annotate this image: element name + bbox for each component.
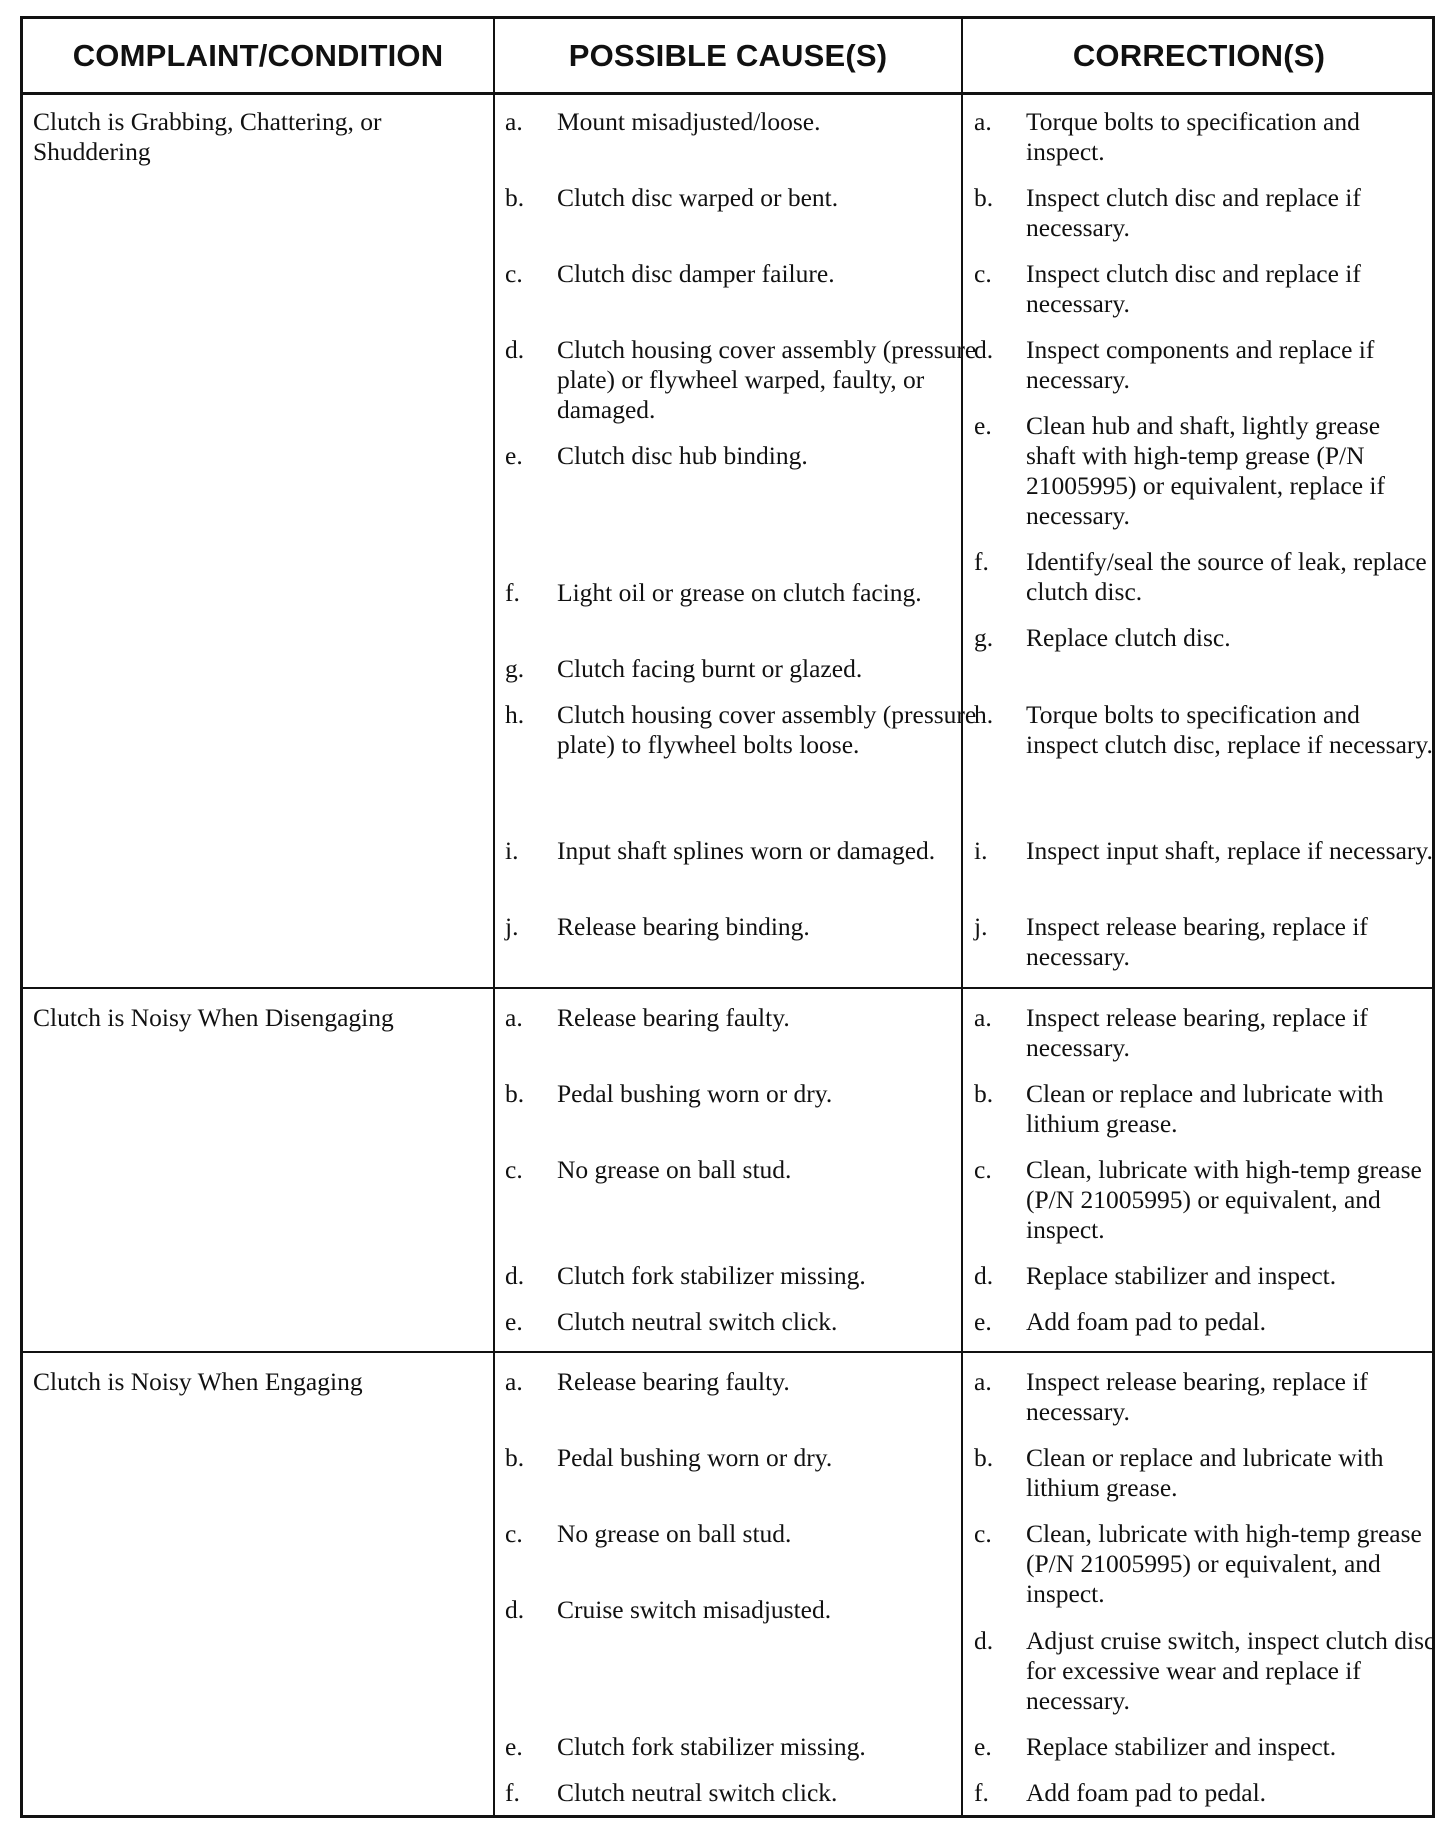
correction-text: Inspect release bearing, replace if necessary. (1026, 1367, 1368, 1426)
cause-letter: b. (505, 1443, 525, 1472)
correction-letter: e. (974, 1307, 992, 1336)
correction-text: Inspect clutch disc and replace if necessary. (1026, 183, 1361, 242)
cause-text: Clutch facing burnt or glazed. (557, 654, 863, 683)
cause-letter: d. (505, 1595, 525, 1624)
cause-text: Cruise switch misadjusted. (557, 1595, 832, 1624)
correction-text: Inspect components and replace if necessary. (1026, 335, 1375, 394)
cause-letter: a. (505, 107, 523, 136)
cause-letter: c. (505, 259, 523, 288)
cause-letter: g. (505, 654, 525, 683)
cause-letter: a. (505, 1367, 523, 1396)
cause-letter: b. (505, 1079, 525, 1108)
cause-letter: i. (505, 836, 519, 865)
cause-letter: e. (505, 441, 523, 470)
cause-item (505, 836, 987, 866)
correction-item (974, 1261, 1436, 1291)
correction-text: Clean or replace and lubricate with lithium grease. (1026, 1443, 1384, 1502)
correction-letter: a. (974, 107, 992, 136)
correction-text: Clean, lubricate with high-temp grease (P/N 21005995) or equivalent, and inspect. (1026, 1155, 1422, 1244)
section-divider-2 (23, 1351, 1432, 1353)
cause-letter: e. (505, 1732, 523, 1761)
correction-item (974, 183, 1436, 243)
cause-letter: d. (505, 335, 525, 364)
correction-letter: d. (974, 1261, 994, 1290)
correction-item (974, 1307, 1436, 1337)
header-complaint-condition: COMPLAINT/CONDITION (72, 38, 444, 73)
correction-letter: d. (974, 1626, 994, 1655)
correction-item (974, 836, 1436, 866)
correction-text: Replace clutch disc. (1026, 623, 1231, 652)
cause-item (505, 1155, 987, 1185)
complaint-noisy-engaging: Clutch is Noisy When Engaging (33, 1367, 363, 1396)
correction-item (974, 912, 1436, 972)
header-corrections: CORRECTION(S) (1072, 38, 1326, 73)
correction-letter: a. (974, 1367, 992, 1396)
cause-item (505, 335, 987, 425)
cause-text: No grease on ball stud. (557, 1519, 792, 1548)
cause-text: Clutch housing cover assembly (pressure plate) or flywheel warped, faulty, or damaged. (557, 335, 977, 424)
correction-text: Clean hub and shaft, lightly grease shaft with high-temp grease (P/N 21005995) or equivalent, replace if necessary. (1026, 411, 1385, 530)
cause-item (505, 1307, 987, 1337)
cause-text: Clutch neutral switch click. (557, 1307, 838, 1336)
correction-text: Replace stabilizer and inspect. (1026, 1732, 1337, 1761)
cause-letter: d. (505, 1261, 525, 1290)
cause-item (505, 700, 987, 760)
correction-letter: c. (974, 1519, 992, 1548)
column-divider-1 (493, 19, 495, 1815)
correction-text: Replace stabilizer and inspect. (1026, 1261, 1337, 1290)
cause-letter: f. (505, 578, 520, 607)
cause-letter: c. (505, 1519, 523, 1548)
cause-text: Release bearing faulty. (557, 1367, 790, 1396)
cause-letter: b. (505, 183, 525, 212)
complaint-noisy-disengaging: Clutch is Noisy When Disengaging (33, 1003, 394, 1032)
correction-text: Inspect input shaft, replace if necessary. (1026, 836, 1433, 865)
cause-item (505, 183, 987, 213)
correction-letter: b. (974, 183, 994, 212)
correction-item (974, 1626, 1436, 1716)
cause-item (505, 1079, 987, 1109)
cause-item (505, 441, 987, 471)
correction-text: Inspect release bearing, replace if necessary. (1026, 912, 1368, 971)
section-divider-1 (23, 987, 1432, 989)
correction-item (974, 1003, 1436, 1063)
cause-letter: f. (505, 1778, 520, 1807)
correction-item (974, 623, 1436, 653)
cause-item (505, 259, 987, 289)
cause-text: No grease on ball stud. (557, 1155, 792, 1184)
correction-text: Clean, lubricate with high-temp grease (P/N 21005995) or equivalent, and inspect. (1026, 1519, 1422, 1608)
correction-item (974, 1079, 1436, 1139)
correction-text: Inspect clutch disc and replace if necessary. (1026, 259, 1361, 318)
cause-item (505, 1732, 987, 1762)
correction-item (974, 1519, 1436, 1609)
correction-item (974, 700, 1436, 760)
cause-text: Clutch fork stabilizer missing. (557, 1261, 866, 1290)
header-possible-causes: POSSIBLE CAUSE(S) (568, 38, 888, 73)
correction-letter: i. (974, 836, 988, 865)
cause-text: Release bearing faulty. (557, 1003, 790, 1032)
correction-item (974, 259, 1436, 319)
correction-item (974, 1367, 1436, 1427)
correction-letter: b. (974, 1079, 994, 1108)
cause-text: Input shaft splines worn or damaged. (557, 836, 936, 865)
correction-letter: g. (974, 623, 994, 652)
cause-text: Light oil or grease on clutch facing. (557, 578, 922, 607)
cause-letter: h. (505, 700, 525, 729)
correction-letter: e. (974, 411, 992, 440)
cause-letter: e. (505, 1307, 523, 1336)
correction-letter: f. (974, 547, 989, 576)
correction-item (974, 547, 1436, 607)
correction-letter: j. (974, 912, 988, 941)
correction-item (974, 411, 1436, 531)
correction-text: Torque bolts to specification and inspect. (1026, 107, 1360, 166)
cause-item (505, 654, 987, 684)
cause-letter: c. (505, 1155, 523, 1184)
correction-text: Add foam pad to pedal. (1026, 1778, 1267, 1807)
troubleshooting-table (20, 16, 1435, 1818)
cause-text: Mount misadjusted/loose. (557, 107, 821, 136)
cause-text: Pedal bushing worn or dry. (557, 1443, 833, 1472)
correction-letter: f. (974, 1778, 989, 1807)
correction-item (974, 1443, 1436, 1503)
cause-item (505, 912, 987, 942)
correction-letter: c. (974, 259, 992, 288)
cause-item (505, 1261, 987, 1291)
complaint-grabbing: Clutch is Grabbing, Chattering, or Shuddering (33, 107, 382, 166)
cause-text: Clutch neutral switch click. (557, 1778, 838, 1807)
correction-letter: e. (974, 1732, 992, 1761)
cause-item (505, 1003, 987, 1033)
correction-item (974, 1778, 1436, 1808)
cause-text: Clutch fork stabilizer missing. (557, 1732, 866, 1761)
correction-letter: c. (974, 1155, 992, 1184)
cause-item (505, 1595, 987, 1625)
correction-letter: h. (974, 700, 994, 729)
cause-text: Clutch disc hub binding. (557, 441, 808, 470)
correction-item (974, 107, 1436, 167)
correction-letter: d. (974, 335, 994, 364)
cause-text: Clutch disc warped or bent. (557, 183, 839, 212)
cause-text: Release bearing binding. (557, 912, 810, 941)
correction-item (974, 1155, 1436, 1245)
cause-item (505, 1778, 987, 1808)
correction-item (974, 1732, 1436, 1762)
correction-text: Adjust cruise switch, inspect clutch disc for excessive wear and replace if necessary. (1026, 1626, 1436, 1715)
correction-text: Add foam pad to pedal. (1026, 1307, 1267, 1336)
cause-item (505, 107, 987, 137)
correction-text: Clean or replace and lubricate with lithium grease. (1026, 1079, 1384, 1138)
cause-letter: j. (505, 912, 519, 941)
correction-letter: b. (974, 1443, 994, 1472)
cause-text: Pedal bushing worn or dry. (557, 1079, 833, 1108)
cause-text: Clutch disc damper failure. (557, 259, 835, 288)
cause-item (505, 578, 987, 608)
cause-text: Clutch housing cover assembly (pressure plate) to flywheel bolts loose. (557, 700, 977, 759)
cause-item (505, 1367, 987, 1397)
correction-letter: a. (974, 1003, 992, 1032)
correction-text: Torque bolts to specification and inspect clutch disc, replace if necessary. (1026, 700, 1433, 759)
correction-text: Inspect release bearing, replace if necessary. (1026, 1003, 1368, 1062)
cause-item (505, 1519, 987, 1549)
correction-item (974, 335, 1436, 395)
cause-item (505, 1443, 987, 1473)
cause-letter: a. (505, 1003, 523, 1032)
correction-text: Identify/seal the source of leak, replace clutch disc. (1026, 547, 1427, 606)
